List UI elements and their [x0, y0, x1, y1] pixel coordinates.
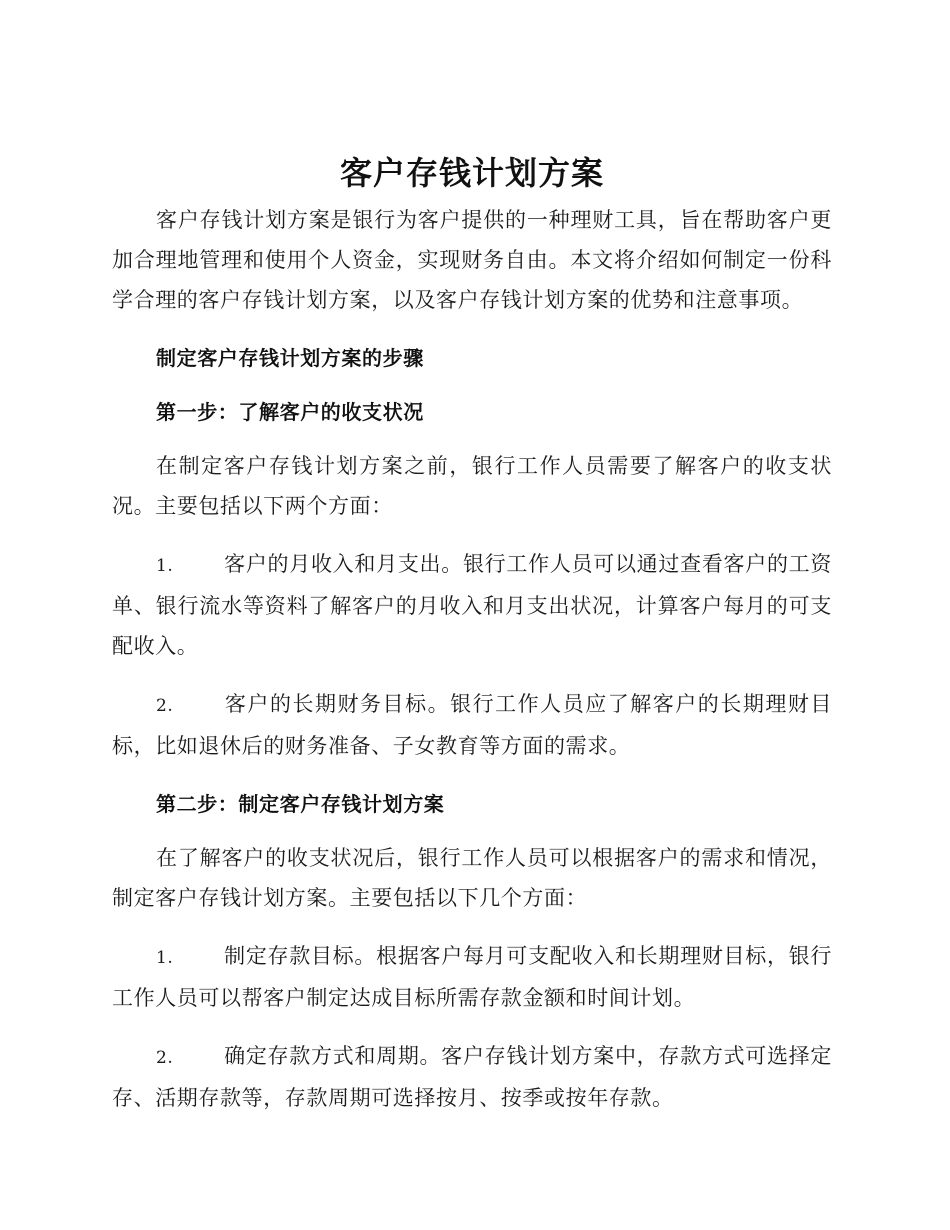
list-item-text: 确定存款方式和周期。客户存钱计划方案中，存款方式可选择定存、活期存款等，存款周期可选择按月、按季或按年存款。 — [112, 1044, 832, 1110]
step2-intro-paragraph: 在了解客户的收支状况后，银行工作人员可以根据客户的需求和情况，制定客户存钱计划方案。主要包括以下几个方面： — [112, 846, 832, 910]
list-item-text: 客户的月收入和月支出。银行工作人员可以通过查看客户的工资单、银行流水等资料了解客户的月收入和月支出状况，计算客户每月的可支配收入。 — [112, 552, 832, 658]
step2-heading: 第二步：制定客户存钱计划方案 — [156, 792, 445, 816]
document-content — [112, 146, 832, 1136]
step1-heading: 第一步：了解客户的收支状况 — [156, 400, 424, 424]
step1-list-item-2 — [112, 684, 832, 766]
step1-intro-paragraph: 在制定客户存钱计划方案之前，银行工作人员需要了解客户的收支状况。主要包括以下两个方面： — [112, 454, 832, 518]
step2-list-item-1 — [112, 936, 832, 1018]
list-item-text: 客户的长期财务目标。银行工作人员应了解客户的长期理财目标，比如退休后的财务准备、子女教育等方面的需求。 — [112, 692, 832, 758]
section-heading: 制定客户存钱计划方案的步骤 — [156, 346, 424, 370]
step2-list-item-2 — [112, 1036, 832, 1118]
intro-paragraph: 客户存钱计划方案是银行为客户提供的一种理财工具，旨在帮助客户更加合理地管理和使用个人资金，实现财务自由。本文将介绍如何制定一份科学合理的客户存钱计划方案，以及客户存钱计划方案的优势和注意事项。 — [112, 208, 832, 312]
list-item-text: 制定存款目标。根据客户每月可支配收入和长期理财目标，银行工作人员可以帮客户制定达成目标所需存款金额和时间计划。 — [112, 944, 832, 1010]
list-item-number: 2. — [156, 1048, 174, 1068]
list-item-number: 1. — [156, 556, 174, 576]
list-item-number: 1. — [156, 948, 174, 968]
document-title: 客户存钱计划方案 — [339, 154, 604, 192]
list-item-number: 2. — [156, 696, 174, 716]
step1-list-item-1 — [112, 544, 832, 666]
